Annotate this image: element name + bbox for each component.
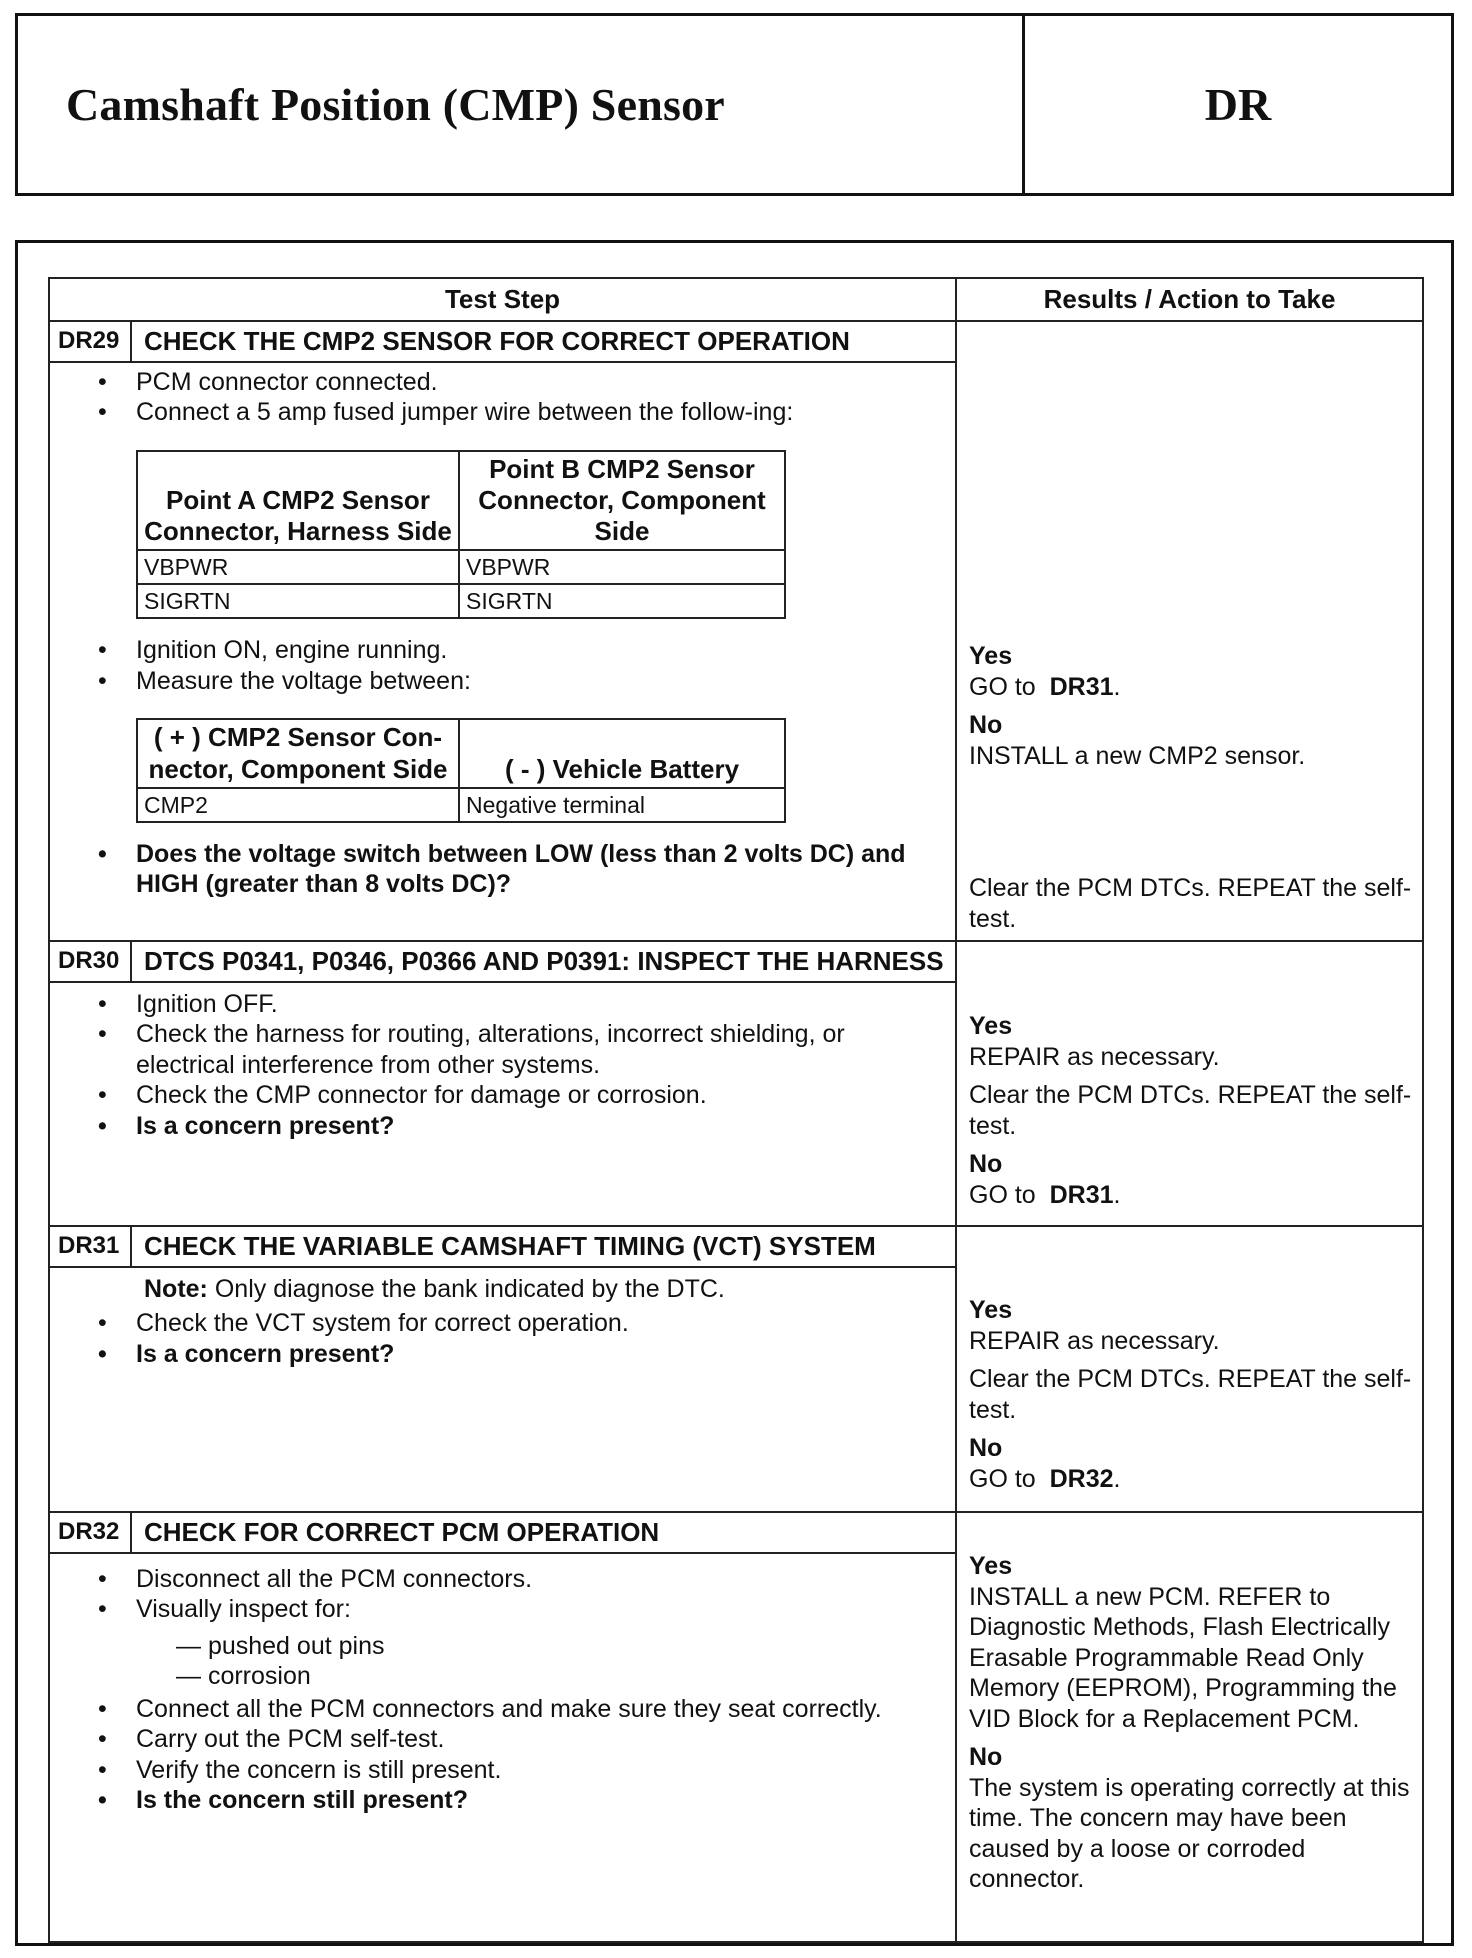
diagnostic-table: [48, 277, 1424, 1943]
table-row: [49, 1512, 1423, 1942]
yes-action: REPAIR as necessary.: [969, 1042, 1220, 1071]
step-id: DR31: [50, 1227, 132, 1266]
no-ref: DR31: [1049, 1180, 1114, 1209]
yes-label: Yes: [969, 1012, 1013, 1040]
results-cell: [956, 321, 1423, 941]
yes-ref: DR31: [1049, 672, 1114, 701]
no-ref: DR32: [1049, 1464, 1114, 1493]
no-label: No: [969, 711, 1003, 739]
step-body: [50, 983, 955, 1150]
yes-text: GO to: [969, 672, 1036, 701]
question-item: • Is a concern present?: [92, 1111, 935, 1142]
step-question: [92, 839, 935, 900]
table-cell: CMP2: [137, 788, 459, 822]
results-cell: [956, 1226, 1423, 1512]
step-header: [50, 1227, 955, 1268]
question-item: • Does the voltage switch between LOW (less than 2 volts DC) and HIGH (greater than 8 volts DC)?: [92, 839, 935, 900]
note-text: Only diagnose the bank indicated by the DTC.: [214, 1274, 725, 1303]
yes-label: Yes: [969, 642, 1013, 670]
no-text: GO to: [969, 1464, 1036, 1493]
yes-action: GO to DR31.: [969, 672, 1121, 701]
results-block: [957, 1513, 1422, 1901]
step-title: DTCS P0341, P0346, P0366 AND P0391: INSPECT THE HARNESS: [144, 946, 944, 976]
list-item: • Check the CMP connector for damage or corrosion.: [92, 1080, 935, 1111]
list-item: • Check the harness for routing, alterations, incorrect shielding, or electrical interference from other systems.: [92, 1019, 935, 1080]
step-id: DR32: [50, 1513, 132, 1552]
step-bullets: [92, 635, 935, 696]
step-header: [50, 322, 955, 363]
table-header-row: [49, 278, 1423, 321]
list-item: • Carry out the PCM self-test.: [92, 1724, 935, 1755]
step-bullets: [92, 1308, 935, 1369]
list-item: • Visually inspect for:: [92, 1594, 935, 1625]
yes-label: Yes: [969, 1296, 1013, 1324]
list-item: • Disconnect all the PCM connectors.: [92, 1564, 935, 1595]
list-item: • Check the VCT system for correct operation.: [92, 1308, 935, 1339]
list-item: • Connect all the PCM connectors and make sure they seat correctly.: [92, 1694, 935, 1725]
list-item: • Measure the voltage between:: [92, 666, 935, 697]
yes-extra: Clear the PCM DTCs. REPEAT the self-test.: [969, 1081, 1412, 1140]
step-body: [50, 1268, 955, 1378]
table-cell: VBPWR: [137, 550, 459, 584]
list-item: • PCM connector connected.: [92, 367, 935, 398]
step-bullets: [92, 367, 935, 428]
results-cell: [956, 1512, 1423, 1942]
jumper-header-point-a: Point A CMP2 Sensor Connector, Harness Side: [137, 451, 459, 551]
note-label: Note:: [144, 1274, 208, 1303]
step-title: CHECK FOR CORRECT PCM OPERATION: [144, 1517, 660, 1547]
no-action: The system is operating correctly at this time. The concern may have been caused by a loose or corroded connector.: [969, 1773, 1410, 1893]
table-cell: Negative terminal: [459, 788, 785, 822]
step-body: [50, 363, 955, 908]
step-header: [50, 942, 955, 983]
table-row: [137, 584, 785, 618]
table-cell: SIGRTN: [459, 584, 785, 618]
list-item: — pushed out pins: [176, 1631, 385, 1660]
yes-action: INSTALL a new PCM. REFER to Diagnostic Methods, Flash Electrically Erasable Programmable Read Only Memory (EEPROM), Programming the VID Block for a Replacement PCM.: [969, 1582, 1397, 1733]
yes-extra: Clear the PCM DTCs. REPEAT the self-test.: [969, 1365, 1412, 1424]
step-title: CHECK THE VARIABLE CAMSHAFT TIMING (VCT) SYSTEM: [144, 1231, 876, 1261]
question-item: • Is the concern still present?: [92, 1785, 935, 1816]
col-header-test-step: Test Step: [49, 278, 956, 321]
step-id: DR29: [50, 322, 132, 361]
step-cell: [49, 321, 956, 941]
measure-header-positive: ( + ) CMP2 Sensor Con-nector, Component Side: [137, 719, 459, 787]
step-cell: [49, 1512, 956, 1942]
page-title: Camshaft Position (CMP) Sensor: [66, 79, 725, 130]
section-code: DR: [1204, 79, 1272, 130]
results-block: [957, 1227, 1422, 1500]
measure-table: [136, 718, 786, 822]
step-bullets: [92, 1564, 935, 1625]
results-block: [957, 322, 1422, 940]
extra-action: Clear the PCM DTCs. REPEAT the self-test.: [969, 874, 1412, 933]
step-cell: [49, 941, 956, 1226]
jumper-table: [136, 450, 786, 620]
list-item: — corrosion: [176, 1662, 311, 1691]
list-item: • Ignition OFF.: [92, 989, 935, 1020]
step-title: CHECK THE CMP2 SENSOR FOR CORRECT OPERATION: [144, 326, 850, 356]
inspection-sublist: [176, 1631, 935, 1692]
no-label: No: [969, 1743, 1003, 1771]
no-action: GO to DR31.: [969, 1180, 1121, 1209]
no-action: GO to DR32.: [969, 1464, 1121, 1493]
question-item: • Is a concern present?: [92, 1339, 935, 1370]
table-row: [137, 788, 785, 822]
list-item: • Verify the concern is still present.: [92, 1755, 935, 1786]
measure-header-negative: ( - ) Vehicle Battery: [459, 719, 785, 787]
step-bullets: [92, 989, 935, 1142]
table-cell: VBPWR: [459, 550, 785, 584]
no-label: No: [969, 1150, 1003, 1178]
no-action: INSTALL a new CMP2 sensor.: [969, 741, 1306, 770]
step-cell: [49, 1226, 956, 1512]
step-body: [50, 1554, 955, 1824]
step-header: [50, 1513, 955, 1554]
step-note: [144, 1274, 935, 1305]
table-row: [137, 550, 785, 584]
page-header: [15, 13, 1454, 196]
table-cell: SIGRTN: [137, 584, 459, 618]
results-block: [957, 942, 1422, 1216]
yes-action: REPAIR as necessary.: [969, 1326, 1220, 1355]
table-row: [49, 941, 1423, 1226]
step-id: DR30: [50, 942, 132, 981]
no-label: No: [969, 1434, 1003, 1462]
list-item: • Connect a 5 amp fused jumper wire between the follow-ing:: [92, 397, 935, 428]
yes-label: Yes: [969, 1552, 1013, 1580]
jumper-header-point-b: Point B CMP2 Sensor Connector, Component Side: [459, 451, 785, 551]
no-text: GO to: [969, 1180, 1036, 1209]
list-item: • Ignition ON, engine running.: [92, 635, 935, 666]
table-row: [49, 321, 1423, 941]
col-header-results: Results / Action to Take: [956, 278, 1423, 321]
table-row: [49, 1226, 1423, 1512]
step-bullets: [92, 1694, 935, 1816]
results-cell: [956, 941, 1423, 1226]
